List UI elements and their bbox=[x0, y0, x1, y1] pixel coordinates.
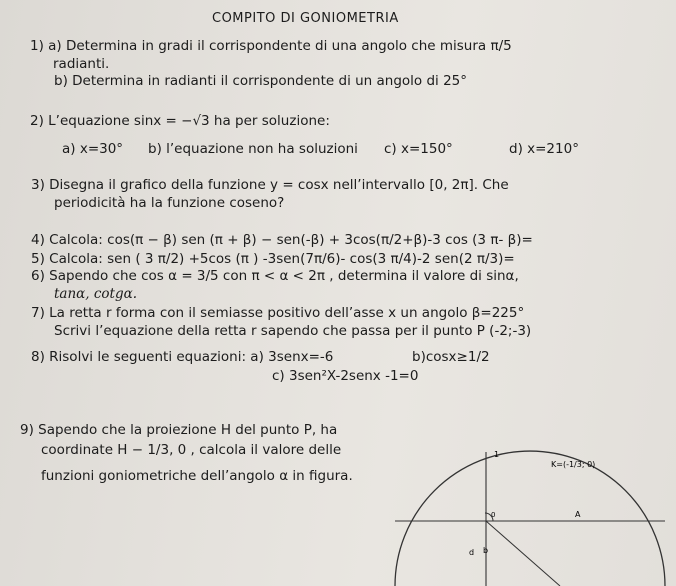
radius-line bbox=[486, 521, 560, 586]
q8-line: 8) Risolvi le seguenti equazioni: a) 3senx=-6 bbox=[31, 349, 334, 365]
q9-line: 9) Sapendo che la proiezione H del punto P, ha bbox=[20, 422, 338, 438]
q9-cont2-line: funzioni goniometriche dell’angolo α in figura. bbox=[41, 468, 353, 484]
page-title: COMPITO DI GONIOMETRIA bbox=[212, 11, 399, 26]
q2-option-d: d) x=210° bbox=[509, 141, 579, 157]
label-d: d bbox=[469, 548, 475, 557]
q2-line: 2) L’equazione sinx = −√3 ha per soluzione: bbox=[30, 113, 330, 129]
q8-option-c: c) 3sen²X-2senx -1=0 bbox=[272, 368, 419, 384]
q9-cont-line: coordinate H − 1/3, 0 , calcola il valore delle bbox=[41, 442, 342, 458]
q4-line: 4) Calcola: cos(π − β) sen (π + β) − sen(-β) + 3cos(π/2+β)-3 cos (3 π- β)= bbox=[31, 232, 533, 248]
q1a-cont-line: radianti. bbox=[53, 56, 110, 72]
q7-line: 7) La retta r forma con il semiasse positivo dell’asse x un angolo β=225° bbox=[31, 305, 525, 321]
label-a: A bbox=[575, 510, 581, 519]
q8-option-b: b)cosx≥1/2 bbox=[412, 349, 490, 365]
q6-cont-line: tanα, cotgα. bbox=[54, 286, 138, 302]
q3-cont-line: periodicità ha la funzione coseno? bbox=[54, 195, 285, 211]
label-b: b bbox=[483, 546, 489, 555]
q6-line: 6) Sapendo che cos α = 3/5 con π < α < 2π , determina il valore di sinα, bbox=[31, 268, 519, 284]
q3-line: 3) Disegna il grafico della funzione y = cosx nell’intervallo [0, 2π]. Che bbox=[31, 177, 509, 193]
q7-cont-line: Scrivi l’equazione della retta r sapendo che passa per il punto P (-2;-3) bbox=[54, 323, 532, 339]
q2-option-b: b) l’equazione non ha soluzioni bbox=[148, 141, 358, 157]
label-0: 0 bbox=[491, 511, 496, 519]
q5-line: 5) Calcola: sen ( 3 π/2) +5cos (π ) -3sen(7π/6)- cos(3 π/4)-2 sen(2 π/3)= bbox=[31, 251, 515, 267]
label-1: 1 bbox=[494, 450, 500, 459]
circle-arc bbox=[395, 451, 665, 586]
q1b-line: b) Determina in radianti il corrispondente di un angolo di 25° bbox=[54, 73, 468, 89]
label-h-coordinates: K=(-1/3; 0) bbox=[551, 460, 596, 469]
q2-option-a: a) x=30° bbox=[62, 141, 124, 157]
q1a-line: 1) a) Determina in gradi il corrispondente di una angolo che misura π/5 bbox=[30, 38, 512, 54]
q2-option-c: c) x=150° bbox=[384, 141, 453, 157]
